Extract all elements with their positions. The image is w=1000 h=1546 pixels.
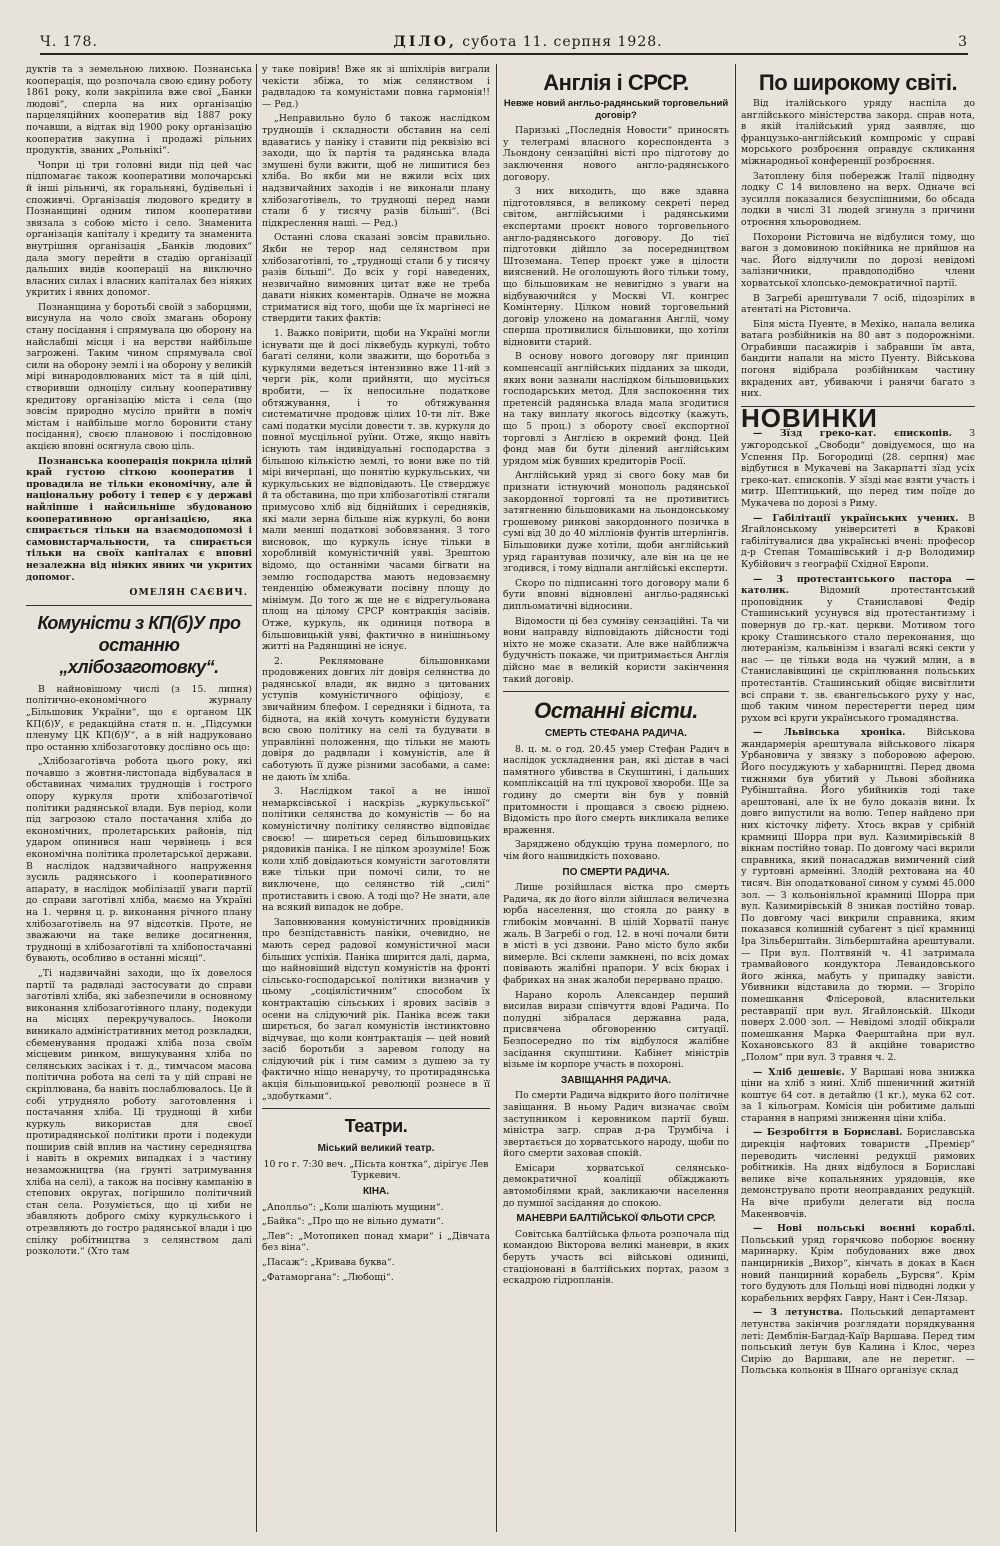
article-paragraph: Відомости ці без сумніву сензаційні. Та чи вони направду відповідають дійсности тоді ніхто не може сказати. Але вже найближча будучність покаже, чи притримається Англія дійсно має в великій користи закінчення такий договір. — [503, 615, 729, 685]
article-paragraph: дуктів та з земельною лихвою. Познанська кооперація, що розпочала свою єдину роботу 1861 року, коли закріпила вже свої „Банки людові“, сперла на них організацію парцеляційних кооператив від 1887 року почавши, а відтак від 1900 року організацію кооператив закупна і продажі рільних продуктів, званих „Рольнікі“. — [26, 64, 252, 157]
news-item-text: Відомий протестантський проповідник у Станиславові Федір Сташинський усунувся від протестантизму і повернув до гр.-кат. церкви. Мотивом того кроку Сташинського стало переконання, що лютеранізм, кальвінізм і взагалі всякі секти у нас — це тільки вода на чужий млин, а в Станиславівщині це скріплювання польських протестантів. Сташинський обіцяє висвітлити всі справи т. зв. євангельського руху у нас, щоб таким чином перестерегти перед цим рухом всі круги українського громадянства. — [741, 585, 975, 724]
theatre-listing: 10 го г. 7:30 веч. „Пісьта контка“, дірігує Лев Туркевич. — [263, 1158, 489, 1182]
sheet-number: 3 — [958, 34, 968, 50]
news-headline: Останні вісти. — [534, 698, 698, 724]
cinema-list — [262, 1202, 490, 1284]
news-item — [741, 1223, 975, 1304]
article-paragraph: „Хлібозаготівча робота цього року, які почавшо з жовтня-листопада відбувалася в обставинах чималих труднощів і гострого опору куркуля проти хлібозаготівчої політики радянської влади. Був період, коли під загрозою стало постачання хліба до економічних, пролетарських районів, під ударом опинився наш червінець і вся економічна політика пролетарської держави. В наслідок надзвичайного напруження зусиль радянського і кооперативного апарату, в наслідок мобілізації уваги партії до справи заготівлі хліба, маємо на Україні на 1. червня ц. р. виконання річного плану хлібозаготівель на 97 відсотків. Проте, не зважаючи на таке велике досягнення, труднощі в хлібозаготівлі та хлібопостачанні бувають, особливо в останні місяці“. — [26, 756, 252, 965]
article-paragraph: Познанщина у боротьбі своїй з заборцями, висунула на чоло своїх змагань оборону стану посідання і спрямувала цю оборону на найслабші місця і на верстви найбільше загрожені. Таким чином спрямувала свої сили на оборону землі і на оборону у великій мірі винародовлюваних міст та в цій цілі, створивши одноцілу сильну кооперативну кредитову організацію міста і села (що зовсім природно мусіло прийти в поміч містам і найбільше могло боронити стану посідання), своєю плановою і послідовною акцією вповні осягнула свою ціль. — [26, 301, 252, 452]
article-paragraph: Совітська балтійська фльота розпочала під командою Вікторова великі маневри, в яких беруть участь всі військові одиниці, стаціоновані в балтійських портах, разом з ескадрою гідропланів. — [503, 1228, 729, 1287]
article-headline: По широкому світі. — [758, 70, 958, 95]
news-item-text: Бориславська дирекція нафтових товариств „Премієр“ переводить численні редукції рямових робітників. На днях відбулося в Бориславі велике віче копальняних урядовців, яке демонструвало проти неоправданих редукцій. На віче прибули делегати від посла Макенвовчів. — [741, 1127, 975, 1220]
article-paragraph: 2. Реклямоване більшовиками продовжених довгих літ довіря селянства до радянської влади, як видно з цитованих уступів комуністичного офіціозу, є звичайним блефом. І середняки і біднота, та біднота, на якій хочуть комуністи будувати всю свою політику на селі та будувати в управлінні положення, що тільки не мають довіря до радвлади і комуністів, але й саботують її дуже різними засобами, а саме: не дають їм хліба. — [262, 655, 490, 783]
section-headline: НОВИНКИ — [741, 402, 878, 433]
cinema-listing: „Фатаморгана“: „Любощі“. — [262, 1271, 394, 1283]
article-paragraph: „Неправильно було б також наслідком труднощів і складности обставин на селі вдаватись у паніку і ставити під реквізію всі заходи, що їх партія та радянська влада змушені були вжити, щоб не лишитися без хліба. Во якби ми не вжили всіх цих надзвичайних заходів і не виконали плану хлібозаготівель, то труднощі перед нами стали б у тисячу разів більші“. (Всі підкреслення наші. — Ред.) — [262, 113, 490, 229]
page-number: Ч. 178. — [40, 34, 98, 50]
news-item — [741, 574, 975, 725]
article-paragraph: З них виходить, що вже здавна підготовлявся, в великому секреті перед світом, англійськими і радянськими експертами проєкт нового торговельного англо-радянського договору. До тієї підготовки дійшло за посередництвом Штоземана. Тепер проєкт уже в цілости вияснений. Не оголошують його тільки тому, що більшовикам не невигідно з уваги на відбуваючийся у Москві VI. конгрес Комінтерну. Цілком новий торговельний договір уложено на домагання Англії, чому сперша противилися більшовики, що хотіли відновити старий. — [503, 186, 729, 348]
article-paragraph: Англійський уряд зі свого боку мав би признати істнуючий монополь радянської закордонної торговлі та не противитись затягненню більшовиками на льондонському грошевому ринкові закордонного позичка в сумі від 30 до 40 мілліонів фунтів штерлінгів. Більшовики дуже хотіли, щоби англійський уряд гарантував позичку, але він на це не згодився, і тому відпали англійські експерти. — [503, 470, 729, 575]
article-paragraph: „Ті надзвичайні заходи, що їх довелося партії та радвладі застосувати до справи заготівлі хліба, які забезпечили в основному виконання хлібозаготівного плану, подекуди на місцях перекручувалось. Іноколи виникало адміністративних метод розкладки, сбеменування продажі хліба поза своїм місцевим ринком, вишукування хліба по селянських засіках і т. д., тимчасом масова політична робота на селі та у цій справі не скріплювана, ба навіть послаблювалось. Це й собі утрудняло роботу заготовлення і постачання хліба. Ці труднощі й хиби куркуль використав для своєї протирадянської політики проти і подекуди поширив свій вплив на частину середняцтва і навіть в окремих випадках і з частину незаможництва (на ґрунті затримування хліба на селі), а також на посівну кампанію в степових округах, погіршило політичний стан села. Розуміється, що ці хиби не збавляють доброго сміху куркульського і отрезвляють до гостро радянської влади і цю спілку робітництва з селянством далі розколоти.“ (Хто там — [26, 967, 252, 1258]
article-paragraph: Лише розійшлася вістка про смерть Радича, як до його вілли зійшлася величезна юрба населення, що стояла до ранку в глибокім мовчанні. В цілій Хорватії панує жаль. В Загребі о год. 12. в ночі почали бити в місті в усі дзвони. Рано місто було якби вимерле. Всі склепи замкнені, по всіх домах повівають жалібні прапори. У всіх бюрах і фабриках на знак жалоби перервано працю. — [503, 882, 729, 986]
issue-date: субота 11. серпня 1928. — [462, 34, 663, 50]
article-headline: Комуністи з КП(б)У про останню „хлібозаготовку“. — [37, 612, 241, 677]
news-item-lead: — Львівська хроніка. — [753, 727, 906, 739]
article-paragraph: 8. ц. м. о год. 20.45 умер Стефан Радич в наслідок ускладнення ран, які дістав в часі памятного убивства в Скупштині, і дальших компліксацій на тлі цукрової хвороби. Ще за годину до смерти він був у повній притомности і прощався з своєю ріднею. Відомість про його смерть викликала велике враження. — [503, 743, 729, 836]
column-4 — [741, 64, 975, 1532]
article-paragraph: Познанська кооперація покрила цілий край густою сіткою кооператив і провадила не тільки економічну, але й національну роботу і тепер є у державі найліпше і найсильніше збудованою кооперативною організацією, яка спирається тільки на взаємодопомозі і самовистарчальности, та спирається тільки на своїх капіталах є вповні незалежна від ніяких явних чи укритих допомог. — [26, 455, 252, 583]
article-paragraph: у таке повірив! Вже як зі шпіхлірів виграли чекісти збіжа, то між селянством і радвладою та комуністами повна гармонія!! — Ред.) — [262, 64, 490, 110]
news-item-text: Польський департамент летунства закінчив розглядати порядкування леті: Демблін-Багдад-Каїр Варшава. Перед тим польський летун був Калина і Клос, через Сирію до Варшави, але не перетяг. — Польська кольонія в Шнаго організує склад — [741, 1307, 975, 1377]
news-item — [741, 1067, 975, 1125]
article-paragraph: Від італійського уряду наспіла до англійського міністерства закорд. справ нота, в якій італійський уряд заявляє, що французько-англійський компроміс у справі морського розброєння оправдує скликання міжнародньої конференції розброєння. — [741, 98, 975, 167]
article-paragraph: По смерти Радича відкрито його політичне завіщання. В ньому Радич визначає своїм заступником і керовником партії бувш. міністра загр. справ д-ра Трумбіча і звертається до хорватського народу, щоби по його смерти заховав спокій. — [503, 1090, 729, 1160]
column-rule — [256, 64, 257, 1532]
cinema-listing: „Аполльо“: „Коли шаліють мущини“. — [262, 1201, 444, 1213]
news-item-lead: — Нові польські воєнні кораблі. — [753, 1223, 975, 1235]
news-item-text: Польський уряд горячково поборює воєнну маринарку. Крім побудованих вже двох панцирників „Вихор“, кінчать в доках в Каєн новий панцирний корабель „Бурсвя“. Крім того будують для Польщі нові підводні лодки у корабельних верфях Гавру, Нант і Сен-Лязар. — [741, 1234, 975, 1304]
article-paragraph: В Загребі арештували 7 осіб, підозрілих в атентаті на Рістовича. — [741, 292, 975, 316]
article-paragraph: Затоплену біля побережж Італії підводну лодку С 14 виловлено на верх. Одначе всі зусилля показалися безуспішними, бо обсада лодки в числі 31 людей згинула з причини отроєння хльороводнем. — [741, 170, 975, 228]
news-item-lead: — Габілітації українських учених. — [753, 512, 959, 524]
article-paragraph: В найновішому числі (з 15. липня) політично-економічного журналу „Більшовик України“, що є органом ЦК КП(б)У, є редакційна статя п. н. „Підсумки пленуму ЦК КП(б)У“, а в ній надруковано про останню хлібозаготовку дослівно ось що: — [26, 683, 252, 753]
news-item-text: Військова жандармерія арештувала військового лікаря Урбановича у звязку з поборовою аферою. Його посуджують у хабарництві. Перед двома тижнями був убитий у Львові збойника Рубінштайна. Його убийників тоді таке арештовані, але їх не було доказів вини. Їх довго випустили на волю. Тепер найдено при них кісточку ліфету. Хтось вкрав у срібній крамниці Шорра при вул. Казимирівській 8 вікнам постійно товар. По довгому часі вкрили справника, який понасаджав вимичений сіий у гуртовні армеінні. Злодій рехтована на 40 тисяч. Він оподаткованої сином у суммі 45.000 зол. — З кольоніяльної крамниці Шорра при вул. Казимирівській 8 зникав постійно товар. По довгому часі викрили справника, яким показався колишній субагент з цієї крамниці Іра Зільберштайн. Зільберштайна арештували. — При вул. Полтвяній ч. 41 затримала трамвайового кондуктора Левандовського його жінка, мабуть у припадку завісти. Убивники відставила до тюрми. — Згоріло помешкання Флісеровой, власнительки реставрації при вул. Ягайлонській. Шкоди поверх 2.000 зол. — Невідомі злодії обікрали помешкання Марка Фаерштайна при вул. Кохановського 83 й акційне товариство „Полом“ при вул. З травня ч. 2. — [741, 727, 975, 1063]
article-paragraph: Емісари хорватської селянсько-демократичної коаліції обїжджають автомобілями край, закликаючи населення до пумшої засідання до спокою. — [503, 1162, 729, 1209]
news-item-lead: — Зїзд греко-кат. єпископів. — [753, 428, 952, 440]
article-headline: Англія і СРСР. — [543, 70, 689, 95]
divider — [262, 1108, 490, 1109]
author-signature: ОМЕЛЯН САЄВИЧ. — [129, 587, 248, 599]
news-item — [741, 428, 975, 509]
section-subhead: СМЕРТЬ СТЕФАНА РАДИЧА. — [545, 728, 687, 740]
article-paragraph: Чопри ці три головні види під цей час підпомагає також кооперативи молочарські й інші рільничі, як горальняні, будівельні і споживчі. Організація людового кредиту в Познанщині одним типом кооперативи звязала з собою місто і село. Знаменита організація капіталу і кредиту та знаменита внутрішня організація „Банків людових“ дала змогу перейти в стадію організації дальших видів кооперації на виключно власних силах і власних капіталах без ніяких укритих і явних допомог. — [26, 159, 252, 299]
section-subhead: МАНЕВРИ БАЛТІЙСЬКОЇ ФЛЬОТИ СРСР. — [516, 1213, 716, 1225]
article-paragraph: В основу нового договору ляг принцип компенсації англійських підданих за шкоди, яких вони зазнали наслідком більшовицьких господарських метод. Для заспокоєння тих претенсій радянська влада мала згодитися на таку виплату якогось відсотку (кажуть, що 5 проц.) з обороту своєї експортної торговлі з Англією в окремий фонд. Цей фонд мав би бути ділений англійським урядом між бувших кредиторів Росії. — [503, 351, 729, 467]
article-paragraph: Нарано король Александер перший висилав вирази співчуття вдові Радича. По полудні зібралася державна рада, присвячена обговоренню ситуації. Безпосередно по тім відбулося жалібне засідання скупштини. Кабінет міністрів візьме ім корпоре участь в похороні. — [503, 989, 729, 1071]
news-item-lead: — З протестантського пастора — католик. — [741, 573, 975, 597]
paper-title: ДІЛО, — [393, 34, 457, 50]
theatre-headline: Театри. — [344, 1116, 408, 1137]
article-paragraph: 1. Важко повірити, щоби на Україні могли існувати ще й досі ліквебудь куркулі, тобто багаті селяни, коли зважити, що боротьба з куркулями ведеться інтензивно вже 11-ий з черги рік, коли прийняти, що мусіться вробити, — їх непосильне податкове обтяжування, і то обтяжування систематичне продовж цілих 10-ти літ. Вже самі податки мусіли довести т. зв. куркуля до повної мусцільної руїни. Отже, якщо навіть існують там індивідуальні господарства з більшою кількістю землі, то вони вже по тій мірі вичерпані, що понятію куркульських, чи куркульських не відповідають. Це стверджує й та обставина, що при хлібозаготівлі стягали примусово хліб від біднійших і середняків, які мали зерна більше ніж куркулі, бо вони мали менші податкові зобовязання. З того висновок, що куркуль існує тільки в хоробливій комуністичній уяві. Зрештою відомо, що останніми часами бігвати на землю господарства мають недовзаємну тенденцію обмежувати посівну площу до мінімум. До того ж ще не є відрегульована площ на цілому СРСР контракція засівів. Отже, куркуль, як одиниця потвора в більшовицькій уяві, фактично в нинішньому житті на Радянщині не існує. — [262, 328, 490, 653]
news-item-text: В Ягайлонському університеті в Кракові габілітувалися два українські вчені: професор д-р Степан Томашівський і д-р Володимир Кубійович з географії Східної Европи. — [741, 512, 975, 570]
news-item — [741, 727, 975, 1063]
cinema-listing: „Лев“: „Мотопикеп понад хмари“ і „Дівчата без віна“. — [262, 1230, 490, 1254]
news-item — [741, 1307, 975, 1377]
column-rule — [735, 64, 736, 1532]
article-paragraph: Останні слова сказані зовсім правильно. Якби не терор над селянством при хлібозаготівлі, то „труднощі стали б у тисячу разів більші“. До всіх у горі наведених, незвичайно вимовних цитат вже не треба давати ніяких коментарів. Одначе не можна стриматися від того, щоби ще їх маргінесі не ствердити таких фактів: — [262, 232, 490, 325]
news-item — [741, 513, 975, 571]
news-item-text: У Варшаві нова знижка ціни на хліб з нині. Хліб пшеничний житній коштує 64 сот. в детайлю (1 кг.), мука 62 сот. за 1 кільограм. Комісія цін робитиме дальші старання в напрямі зниження ціни хліба. — [741, 1066, 975, 1124]
article-paragraph: Похорони Рістовича не відбулися тому, що вагон з домовиною покійника не прийшов на час. Його відлучили по дорозі невідомі залізничники, правдоподібно члени хорватської хлопсько-демократичної партії. — [741, 231, 975, 289]
news-item-lead: — Хліб дешевіє. — [753, 1066, 845, 1078]
cinema-listing: „Байка“: „Про що не вільно думати“. — [262, 1216, 444, 1228]
article-paragraph: Паризькі „Последнія Новости“ приносять у телеграмі власного кореспондента з Льондону сензаційні вісті про підготову до заключення нового англо-радянського договору. — [503, 125, 729, 183]
column-rule — [496, 64, 497, 1532]
news-item-text: З ужгородської „Свободи“ довідуємося, що на Успення Пр. Богородиці (28. серпня) має відбутися в Мукачеві на Закарпатті зїзд усіх греко-кат. єпископів. У зїзді має взяти участь і митр. Шептицький, що перед тим поїде до Мукачева по дорозі з Риму. — [741, 428, 975, 509]
column-1 — [26, 64, 252, 1532]
article-paragraph: Біля міста Пуенте, в Мехіко, напала велика ватага розбійників на 80 авт з подорожніми. Ограбивши пасажирів і забравши їм авта, бандити напали на місто Пуенту. Військова погоня відібрала розбійникам частину вкрадених авт, убиваючи і ранячи багато з них. — [741, 318, 975, 400]
column-3 — [503, 64, 729, 1532]
cinema-listing: „Пасаж“: „Кривава буква“. — [262, 1257, 395, 1268]
news-item-lead: — З летунства. — [753, 1307, 843, 1319]
news-item — [741, 1127, 975, 1220]
column-2 — [262, 64, 490, 1532]
article-paragraph: Заряджено обдукцію труна померлого, по чім його нашвидкість поховано. — [503, 839, 729, 863]
theatre-subhead: Міський великий театр. — [317, 1143, 435, 1155]
section-subhead: ПО СМЕРТИ РАДИЧА. — [562, 866, 670, 878]
cinema-subhead: КІНА. — [362, 1186, 390, 1198]
news-item-lead: — Безробіття в Бориславі. — [753, 1127, 903, 1139]
article-paragraph: 3. Наслідком такої а не іншої немарксівської і наскрізь „куркульської“ політики селянства до комуністів — бо на комуністичну політику селянство відповідає своєю! — ширеться серед більшовицьких рядовиків паніка. І не цілком зрозуміле! Бож коли хліб довідаються комуністи заготовляти вже тільки при помочі сили, то не виключене, що селянство тій „силі“ протиставить і свою. А тоді що? Не знати, але на всякий випадок не добре. — [262, 786, 490, 914]
section-subhead: ЗАВІЩАННЯ РАДИЧА. — [560, 1074, 672, 1086]
article-subheadline: Невже новий англьо-радянський торговельний договір? — [503, 98, 729, 121]
masthead-date-line — [393, 34, 662, 50]
article-paragraph: Скоро по підписанні того договору мали б бути вповні відновлені англьо-радянські дипльоматичні відносини. — [503, 577, 729, 612]
masthead — [40, 30, 968, 55]
divider — [26, 605, 252, 606]
divider — [503, 691, 729, 692]
article-paragraph: Заповнювання комуністичних провідників про безпідставність паніки, очевидно, не мають серед радової комуністичної маси більших успіхів. Паніка ширится далі, дарма, що найновіший відступ комуністів на фронті сільсько-господарської політики визначив у цьому „соціялістичним“ способом їх контрактацію сільських і ярових засівів з осени на слідуючий рік. Паніка всеж таки ширється, бо загал комуністів інстинктовно відчуває, що коли контрактація — цей новий засіб боротьби з заревом голоду на слідуючий рік і тим самим з душею за ту фактично ніщо ненаручу, то протирадянська акція більшовицької революції рознесе в її „здобутками“. — [262, 916, 490, 1102]
